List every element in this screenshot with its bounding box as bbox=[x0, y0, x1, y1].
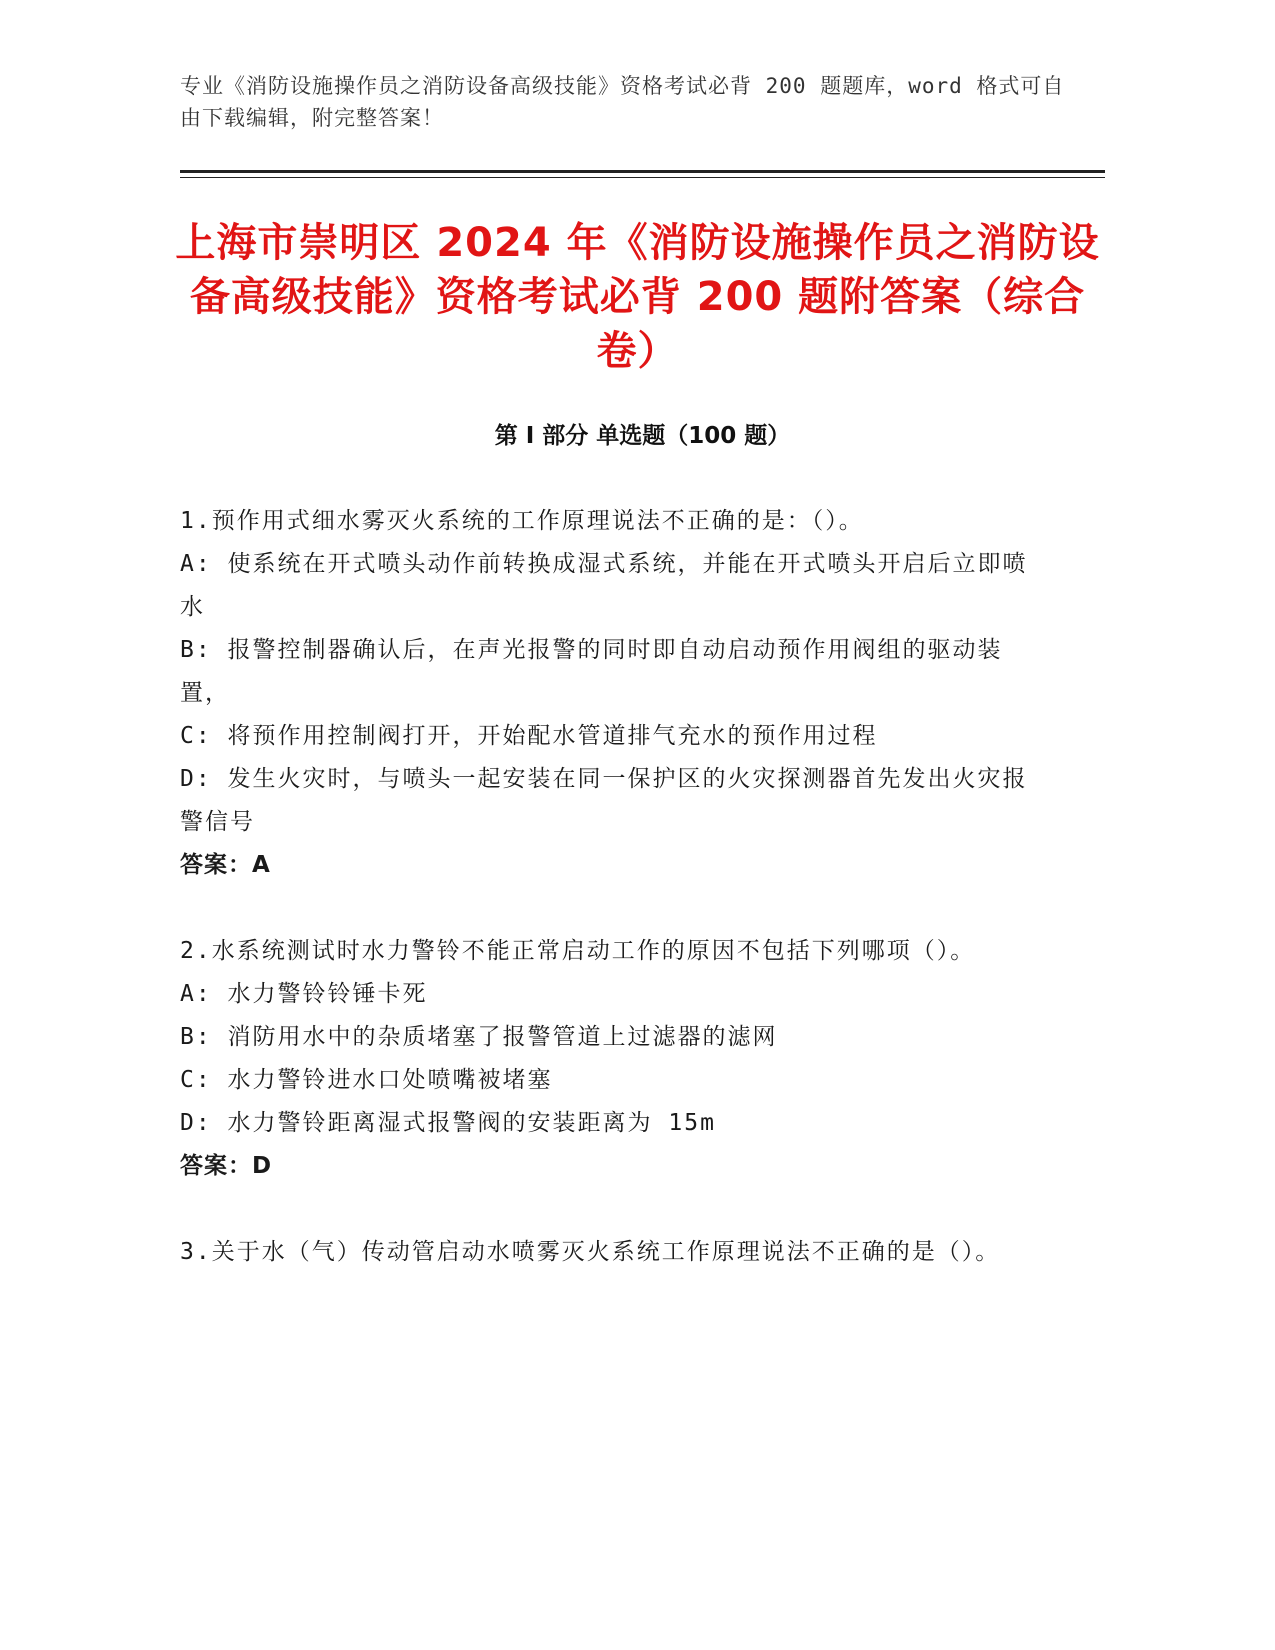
header-note: 专业《消防设施操作员之消防设备高级技能》资格考试必背 200 题题库，word 格式可自由下载编辑，附完整答案！ bbox=[180, 74, 1065, 130]
option-c: C: 水力警铃进水口处喷嘴被堵塞 bbox=[180, 1067, 553, 1093]
question-stem: 1.预作用式细水雾灭火系统的工作原理说法不正确的是：（）。 bbox=[180, 508, 864, 534]
question-3 bbox=[180, 1231, 1030, 1274]
section-heading: 第 I 部分 单选题（100 题） bbox=[494, 423, 791, 449]
option-c: C: 将预作用控制阀打开，开始配水管道排气充水的预作用过程 bbox=[180, 723, 878, 749]
question-stem: 3.关于水（气）传动管启动水喷雾灭火系统工作原理说法不正确的是（）。 bbox=[180, 1239, 1001, 1265]
question-1 bbox=[180, 500, 1030, 887]
document-title: 上海市崇明区 2024 年《消防设施操作员之消防设备高级技能》资格考试必背 200 题附答案（综合卷） bbox=[175, 220, 1100, 374]
option-d: D: 水力警铃距离湿式报警阀的安装距离为 15m bbox=[180, 1110, 716, 1136]
option-a: A: 使系统在开式喷头动作前转换成湿式系统，并能在开式喷头开启后立即喷水 bbox=[180, 551, 1028, 620]
header-divider-thin bbox=[180, 177, 1105, 178]
option-b: B: 报警控制器确认后，在声光报警的同时即自动启动预作用阀组的驱动装置， bbox=[180, 637, 1003, 706]
answer: 答案：A bbox=[180, 852, 271, 878]
question-2 bbox=[180, 930, 1030, 1188]
option-d: D: 发生火灾时，与喷头一起安装在同一保护区的火灾探测器首先发出火灾报警信号 bbox=[180, 766, 1028, 835]
option-a: A: 水力警铃铃锤卡死 bbox=[180, 981, 428, 1007]
question-list bbox=[180, 500, 1030, 1317]
header-divider-thick bbox=[180, 170, 1105, 173]
option-b: B: 消防用水中的杂质堵塞了报警管道上过滤器的滤网 bbox=[180, 1024, 778, 1050]
question-stem: 2.水系统测试时水力警铃不能正常启动工作的原因不包括下列哪项（）。 bbox=[180, 938, 976, 964]
answer: 答案：D bbox=[180, 1153, 273, 1179]
